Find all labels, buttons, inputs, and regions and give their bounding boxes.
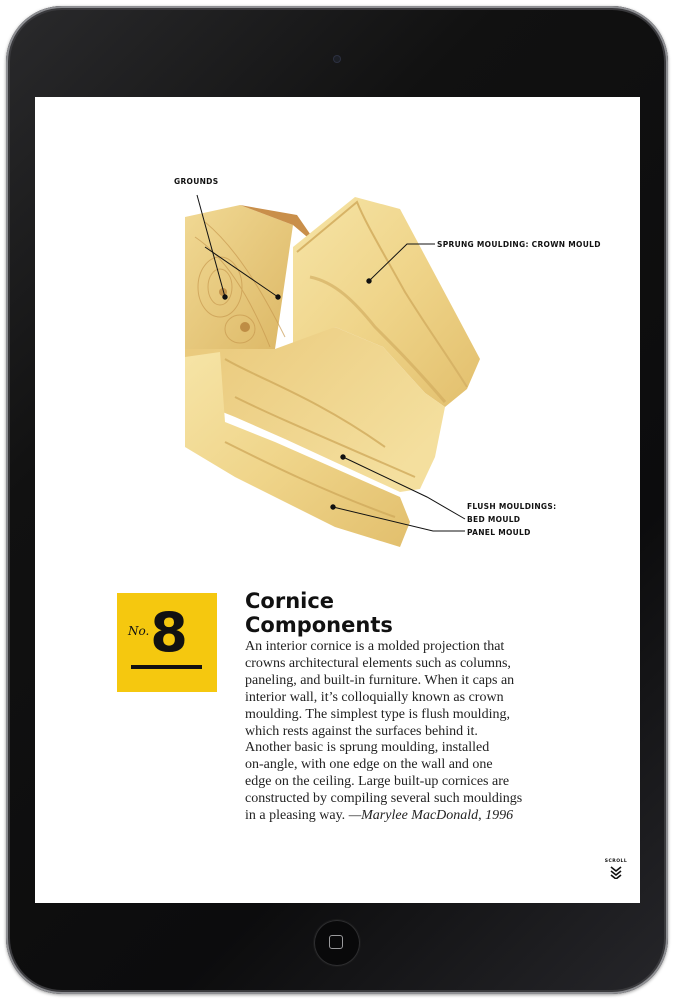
article-body bbox=[245, 639, 565, 825]
title-line-2: Components bbox=[245, 613, 393, 637]
scroll-indicator[interactable] bbox=[603, 859, 629, 883]
article-title bbox=[245, 589, 393, 637]
body-line: which rests against the surfaces behind it. bbox=[245, 723, 478, 739]
callout-bed-mould: BED MOULD bbox=[467, 515, 521, 524]
body-line: Another basic is sprung moulding, installed bbox=[245, 740, 490, 756]
home-square-icon bbox=[329, 935, 343, 949]
body-last-line bbox=[245, 808, 565, 825]
callout-grounds: GROUNDS bbox=[174, 177, 219, 186]
body-line: on-angle, with one edge on the wall and one bbox=[245, 757, 493, 773]
body-line: crowns architectural elements such as columns, bbox=[245, 655, 511, 671]
article-screen[interactable] bbox=[35, 97, 640, 903]
scroll-label: SCROLL bbox=[604, 859, 628, 864]
callout-flush-mouldings: FLUSH MOULDINGS: bbox=[467, 502, 557, 511]
body-line: constructed by compiling several such mouldings bbox=[245, 791, 523, 807]
home-button[interactable] bbox=[314, 920, 360, 966]
badge-underline bbox=[131, 665, 202, 669]
body-line: An interior cornice is a molded projection that bbox=[245, 639, 505, 654]
body-line: moulding. The simplest type is flush moulding, bbox=[245, 706, 510, 722]
front-camera bbox=[333, 55, 341, 63]
number-badge bbox=[117, 593, 217, 692]
body-line: interior wall, it’s colloquially known as crown bbox=[245, 689, 504, 705]
cornice-illustration bbox=[35, 97, 640, 567]
badge-prefix: No. bbox=[128, 624, 150, 638]
grounds-block-left bbox=[185, 205, 293, 349]
body-line: edge on the ceiling. Large built-up cornices are bbox=[245, 774, 510, 790]
double-chevron-down-icon bbox=[609, 865, 623, 879]
attribution: —Marylee MacDonald, 1996 bbox=[348, 808, 514, 824]
badge-number: 8 bbox=[150, 601, 188, 664]
body-line-end: in a pleasing way. bbox=[245, 808, 346, 824]
title-line-1: Cornice bbox=[245, 589, 335, 613]
callout-sprung-moulding: SPRUNG MOULDING: CROWN MOULD bbox=[437, 240, 601, 249]
body-line: paneling, and built-in furniture. When it caps an bbox=[245, 672, 515, 688]
callout-panel-mould: PANEL MOULD bbox=[467, 528, 531, 537]
